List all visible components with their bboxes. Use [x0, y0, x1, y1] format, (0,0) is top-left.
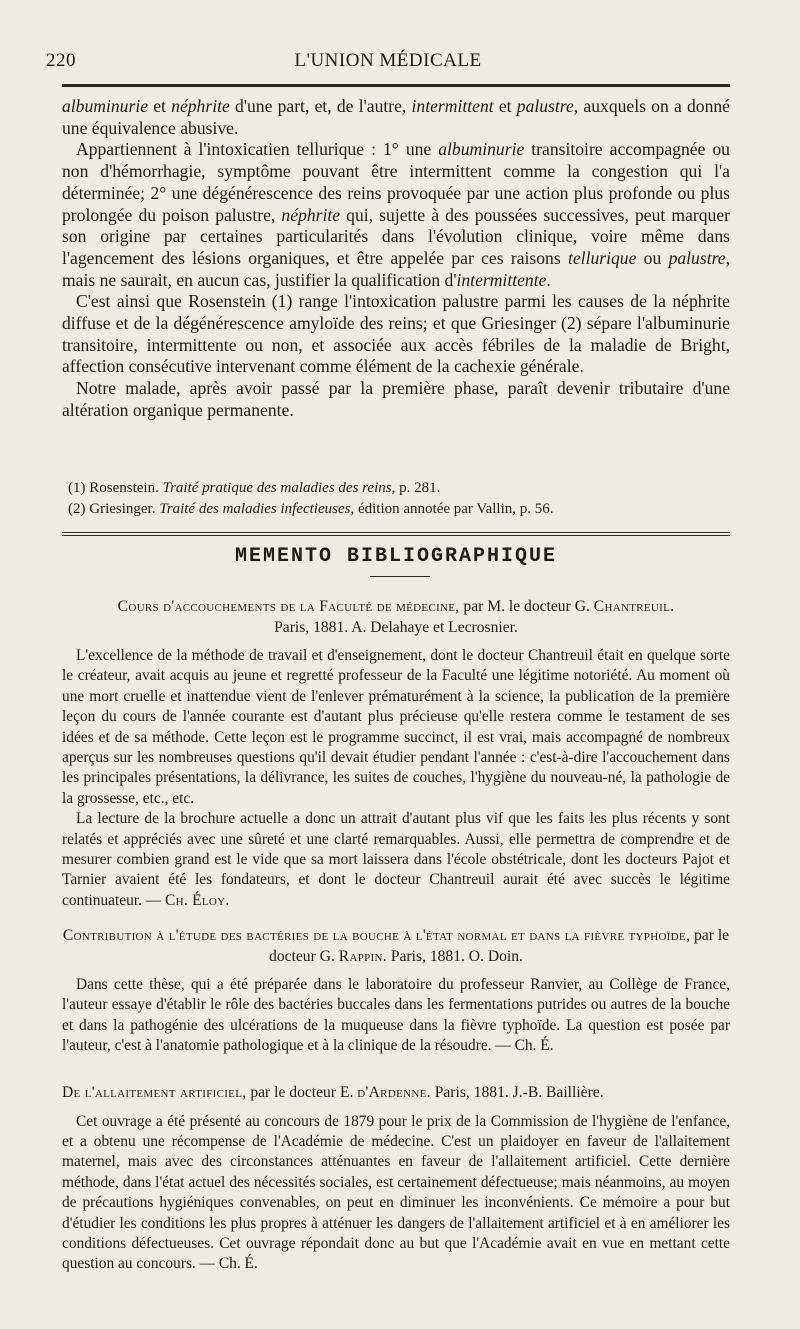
- italic-term: néphrite: [171, 96, 230, 116]
- italic-term: palustre: [516, 96, 574, 116]
- italic-term: néphrite: [281, 204, 341, 225]
- text-run: Appartiennent à l'intoxicatien tellurique : 1° une: [76, 139, 439, 160]
- text-run: qui, sujette à des poussées successives, peut marquer son origine par certaines particularités dans l'évolution clinique, voire même dans l'agencement des lésions organiques, et être appelée par ces raisons: [62, 204, 730, 268]
- review-cours-accouchements: [62, 597, 730, 911]
- author-name: Rappin.: [338, 947, 387, 965]
- paragraph: Cet ouvrage a été présenté au concours de 1879 pour le prix de la Commission de l'hygiène de l'enfance, et a obtenu une récompense de l'Académie de médecine. C'est un plaidoyer en faveur de l'allaitement maternel, mais avec des circonstances atténuantes en faveur de l'allaitement artificiel. Cette dernière méthode, dans l'état actuel des nécessités sociales, est certainement défectueuse; mais néanmoins, au moyen de précautions hygiéniques convenables, on peut en diminuer les inconvénients. Ce mémoire a pour but d'étudier les conditions les plus propres à atténuer les dangers de l'allaitement artificiel et à en améliorer les conditions défectueuses. Cet ouvrage répondait donc au but que l'Académie avait en vue en mettant cette question au concours. — Ch. É.: [62, 1112, 730, 1273]
- text-run: Paris, 1881. J.-B. Baillière.: [430, 1084, 604, 1101]
- journal-title: L'UNION MÉDICALE: [294, 50, 482, 71]
- section-rule: [62, 535, 730, 536]
- text-run: .: [546, 269, 551, 290]
- paragraph: L'excellence de la méthode de travail et d'enseignement, dont le docteur Chantreuil était en quelque sorte le créateur, avait acquis au jeune et regretté professeur de la Faculté une légitime notoriété. Au moment où une mort cruelle et inattendue vient de l'enlever prématurément à la science, la publication de la première leçon du cours de l'année courante est d'autant plus précieuse qu'elle restera comme le testament de ses idées et de sa méthode. Cette leçon est le programme succinct, il est vrai, mais accompagné de nombreux aperçus sur les nombreuses questions qu'il devait étudier pendant l'année : c'est-à-dire l'accouchement dans les principales présentations, la délivrance, les suites de couches, l'hygiène du nouveau-né, la pathologie de la grossesse, etc., etc.: [62, 647, 730, 807]
- paragraph: [62, 139, 730, 291]
- footnote: [68, 499, 730, 520]
- review-publisher: Paris, 1881. A. Delahaye et Lecrosnier.: [274, 618, 518, 636]
- paragraph: [62, 809, 730, 911]
- author-name: d'Ardenne.: [357, 1084, 431, 1101]
- heading-title: Cours d'accouchements de la Faculté de médecine,: [117, 598, 460, 615]
- text-run: transitoire accompagnée ou non d'hémorrhagie, symptôme pouvant être intermittent comme la congestion qui l'a déterminée; 2° une dégénérescence des reins provoquée par une action plus profonde ou plus prolongée du poison palustre,: [62, 139, 730, 225]
- text-run: par le docteur E.: [246, 1084, 358, 1101]
- text-run: , édition annotée par Vallin, p. 56.: [350, 501, 554, 517]
- review-heading: [62, 926, 730, 967]
- author-name: Chantreuil.: [593, 598, 675, 615]
- italic-term: intermittente: [456, 269, 547, 290]
- text-run: d'une part, et, de l'autre,: [229, 96, 412, 116]
- text-run: La lecture de la brochure actuelle a donc un attrait d'autant plus vif que les faits les plus récents y sont relatés et appréciés avec une sûreté et une clarté remarquables. Aussi, elle permettra de comprendre et de mesurer combien grand est le vide que sa mort laissera dans l'école obstétricale, dont les docteurs Pajot et Tarnier avaient été les fondateurs, et dont le docteur Chantreuil aurait été avec succès le légitime continuateur. —: [62, 810, 730, 909]
- heading-title: De l'allaitement artificiel,: [62, 1084, 247, 1101]
- text-run: par le docteur G.: [269, 927, 730, 965]
- italic-term: intermittent: [411, 96, 494, 116]
- footnotes: [62, 478, 730, 520]
- text-run: Paris, 1881. O. Doin.: [386, 947, 523, 965]
- text-run: , auxquels on a donné une équivalence abusive.: [62, 96, 730, 138]
- text-run: , p. 281.: [391, 480, 441, 496]
- paragraph: Dans cette thèse, qui a été préparée dans le laboratoire du professeur Ranvier, au Collège de France, l'auteur essaye d'établir le rôle des bactéries buccales dans les fermentations putrides ou autres de la bouche et dans la pathogénie des ulcérations de la muqueuse dans la fièvre typhoïde. La question est posée par l'auteur, c'est à l'anatomie pathologique et à la clinique de la résoudre. — Ch. É.: [62, 976, 730, 1055]
- text-run: , mais ne saurait, en aucun cas, justifier la qualification d': [62, 247, 730, 290]
- review-heading: [62, 597, 730, 618]
- title-underline: [370, 576, 430, 577]
- running-head: [46, 50, 730, 80]
- paragraph: C'est ainsi que Rosenstein (1) range l'intoxication palustre parmi les causes de la néphrite diffuse et de la dégénérescence amyloïde des reins; et que Griesinger (2) sépare l'albuminurie transitoire, intermittente ou non, et associée aux accès fébriles de la maladie de Bright, affection consécutive intervenant comme élément de la cachexie générale.: [62, 291, 730, 377]
- review-allaitement: [62, 1083, 730, 1275]
- text-run: et: [148, 96, 172, 116]
- paragraph: [62, 96, 730, 139]
- header-rule: [62, 84, 730, 87]
- review-bacteries: [62, 926, 730, 1057]
- italic-term: palustre: [668, 247, 726, 268]
- page-number: 220: [46, 50, 76, 71]
- text-run: et: [493, 96, 517, 116]
- section-title: MEMENTO BIBLIOGRAPHIQUE: [234, 545, 558, 568]
- text-run: (1) Rosenstein.: [68, 480, 163, 496]
- italic-term: albuminurie: [62, 96, 149, 116]
- text-run: (2) Griesinger.: [68, 501, 160, 517]
- text-run: par M. le docteur G.: [459, 598, 594, 615]
- italic-term: Traité des maladies infectieuses: [159, 501, 351, 517]
- review-heading: [62, 1083, 730, 1104]
- footnote: [68, 478, 730, 499]
- section-rule: [62, 532, 730, 533]
- signature: Ch. Éloy.: [165, 891, 230, 909]
- heading-title: Contribution à l'étude des bactéries de la bouche à l'état normal et dans la fièvre typhoïde,: [62, 927, 691, 944]
- italic-term: albuminurie: [438, 139, 525, 160]
- paragraph: Notre malade, après avoir passé par la première phase, paraît devenir tributaire d'une altération organique permanente.: [62, 378, 730, 420]
- text-run: ou: [636, 247, 669, 268]
- italic-term: tellurique: [567, 247, 637, 268]
- article-body: [62, 96, 730, 422]
- italic-term: Traité pratique des maladies des reins: [162, 480, 392, 496]
